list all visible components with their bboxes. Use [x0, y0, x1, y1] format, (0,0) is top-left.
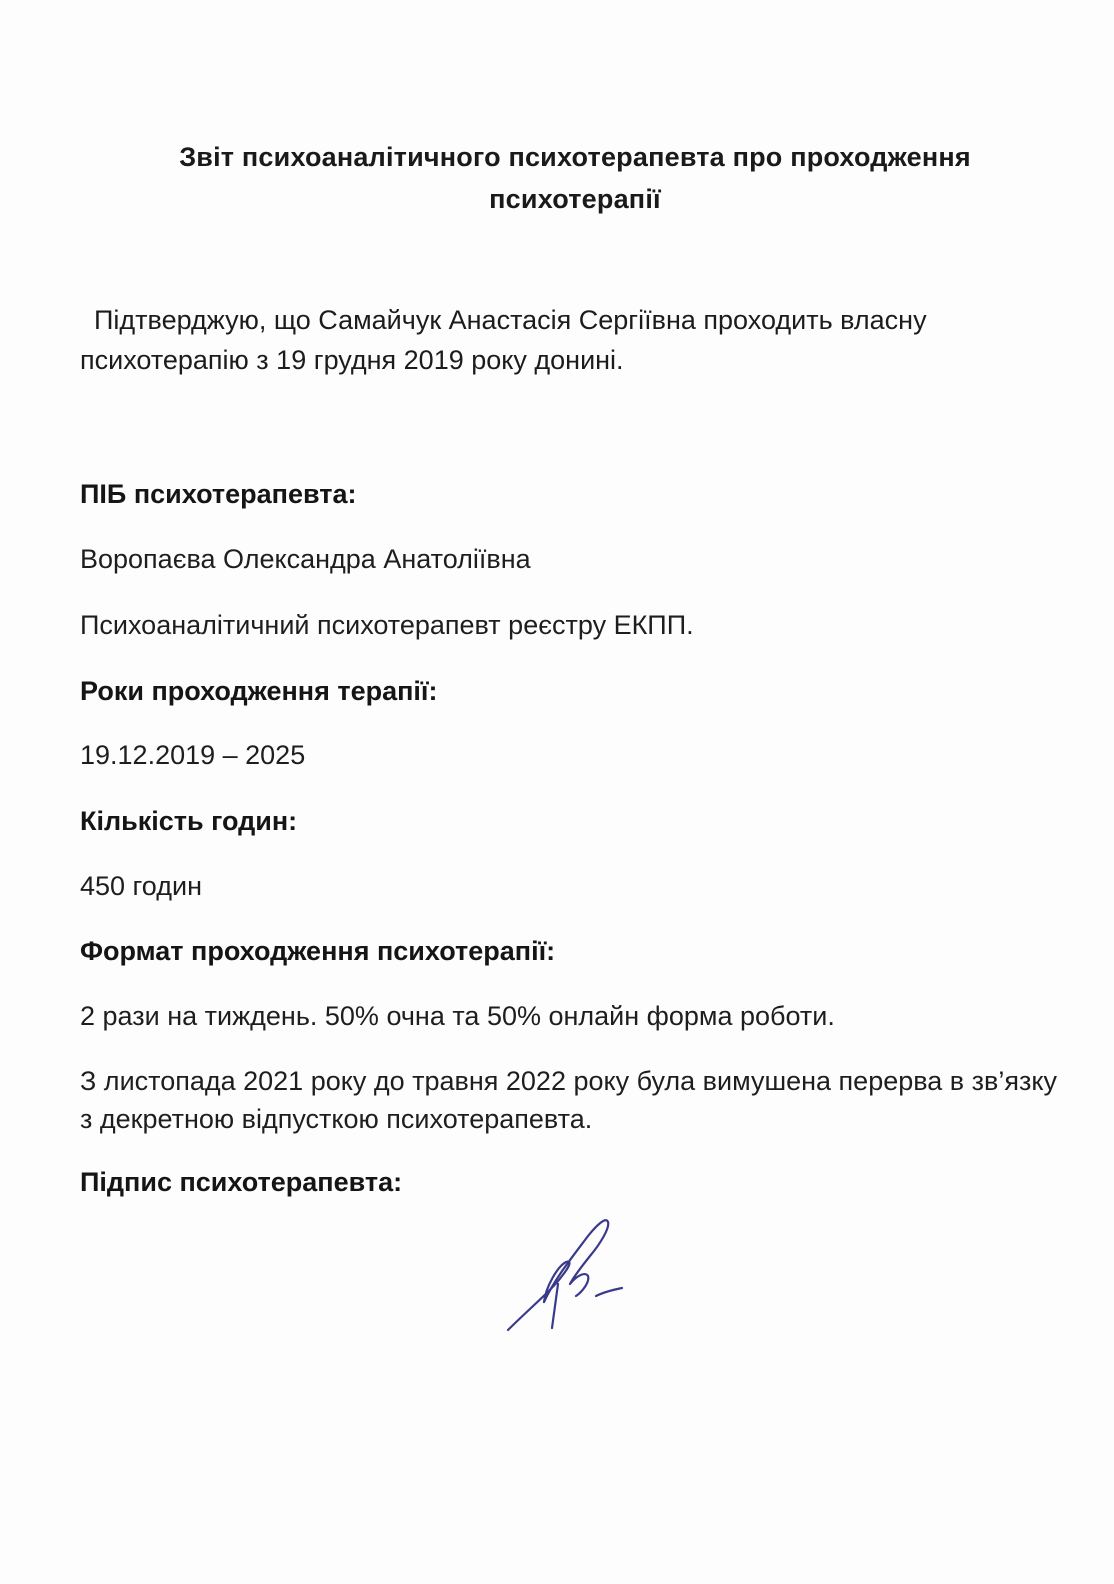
signature-icon: [500, 1210, 630, 1340]
document-title: Звіт психоаналітичного психотерапевта про проходження психотерапії: [179, 142, 971, 214]
break-note: З листопада 2021 року до травня 2022 року була вимушена перерва в зв’язку з декретною відпусткою психотерапевта.: [80, 1066, 1057, 1134]
signature-label: Підпис психотерапевта:: [80, 1167, 403, 1197]
years-label: Роки проходження терапії:: [80, 676, 438, 706]
years-value: 19.12.2019 – 2025: [80, 740, 306, 770]
format-label: Формат проходження психотерапії:: [80, 936, 556, 966]
therapist-label: ПІБ психотерапевта:: [80, 479, 357, 509]
therapist-name: Воропаєва Олександра Анатоліївна: [80, 544, 531, 574]
therapist-title: Психоаналітичний психотерапевт реєстру ЕКПП.: [80, 610, 694, 640]
confirmation-paragraph: Підтверджую, що Самайчук Анастасія Сергіївна проходить власну психотерапію з 19 грудня 2019 року донині.: [80, 305, 927, 375]
hours-label: Кількість годин:: [80, 806, 298, 836]
hours-value: 450 годин: [80, 871, 202, 901]
format-value: 2 рази на тиждень. 50% очна та 50% онлайн форма роботи.: [80, 1001, 835, 1031]
